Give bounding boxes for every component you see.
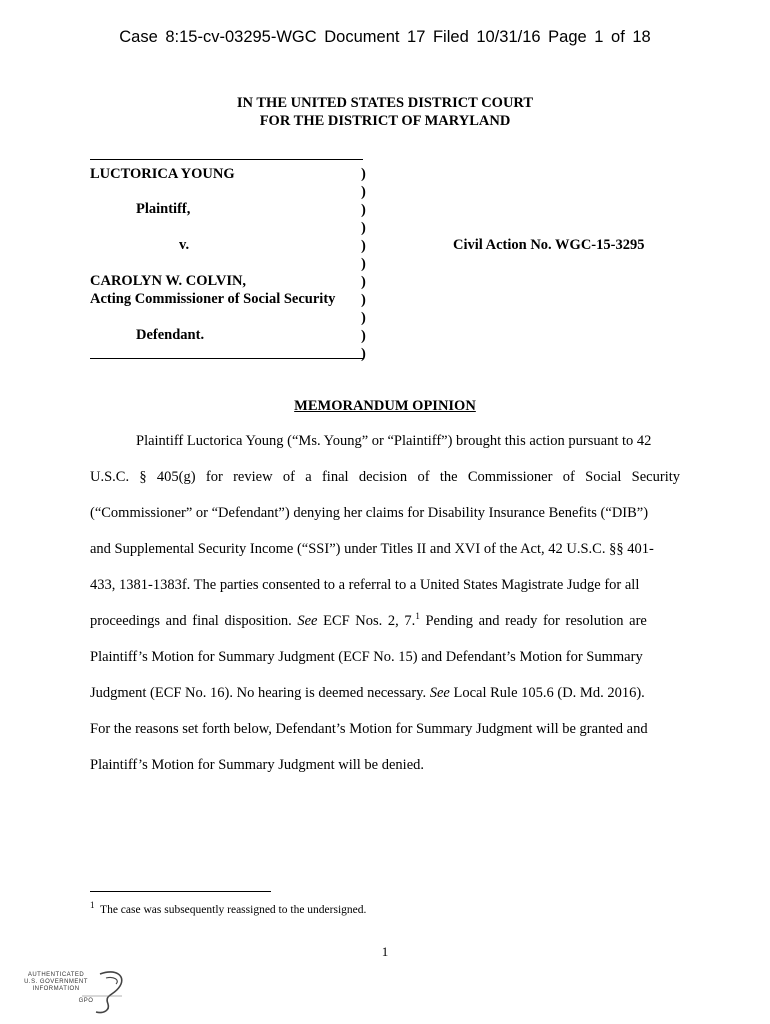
body-line-8: [90, 685, 680, 702]
plaintiff-role: Plaintiff,: [136, 201, 191, 217]
caption-paren: ): [361, 166, 366, 182]
court-district: FOR THE DISTRICT OF MARYLAND: [259, 113, 511, 129]
seal-line-3: INFORMATION: [32, 986, 80, 992]
case-header: Case 8:15-cv-03295-WGC Document 17 Filed 10/31/16 Page 1 of 18: [119, 28, 651, 46]
caption-paren: ): [361, 256, 366, 272]
body-text: ECF Nos. 2, 7.: [323, 613, 416, 629]
signal-see: See: [429, 685, 450, 701]
caption-paren: ): [361, 184, 366, 200]
caption-paren: ): [361, 274, 366, 290]
body-text: Judgment (ECF No. 16). No hearing is deemed necessary.: [90, 685, 427, 701]
defendant-title: Acting Commissioner of Social Security: [90, 291, 336, 307]
footnote-text: The case was subsequently reassigned to the undersigned.: [100, 904, 367, 916]
document-title: MEMORANDUM OPINION: [294, 398, 476, 414]
signal-see: See: [297, 613, 318, 629]
caption-paren: ): [361, 202, 366, 218]
footnote-marker: 1: [90, 900, 95, 911]
body-text: proceedings and final disposition.: [90, 613, 292, 629]
seal-line-1: AUTHENTICATED: [27, 972, 85, 978]
defendant-name: CAROLYN W. COLVIN,: [90, 273, 247, 289]
footnote-ref: 1: [415, 611, 420, 622]
body-line-4: and Supplemental Security Income (“SSI”) under Titles II and XVI of the Act, 42 U.S.C. §§ 401-: [90, 541, 654, 557]
gpo-authentication-seal: [24, 968, 134, 1018]
body-line-2: U.S.C. § 405(g) for review of a final decision of the Commissioner of Social Security: [90, 469, 680, 485]
caption-paren: ): [361, 346, 366, 362]
caption-top-rule: [90, 159, 363, 160]
defendant-role: Defendant.: [136, 327, 205, 343]
body-text: Pending and ready for resolution are: [425, 613, 647, 629]
caption-paren: ): [361, 292, 366, 308]
body-text: Local Rule 105.6 (D. Md. 2016).: [453, 685, 645, 701]
body-line-10: Plaintiff’s Motion for Summary Judgment will be denied.: [90, 757, 425, 773]
caption-bottom-rule: [90, 358, 363, 359]
body-line-1: Plaintiff Luctorica Young (“Ms. Young” or “Plaintiff”) brought this action pursuant to 42: [136, 433, 652, 449]
body-line-6: [90, 613, 680, 630]
seal-line-2: U.S. GOVERNMENT: [24, 979, 88, 985]
caption-paren: ): [361, 310, 366, 326]
caption-paren: ): [361, 328, 366, 344]
footnote-separator: [90, 891, 271, 892]
footnote: [90, 900, 367, 916]
caption-paren: ): [361, 238, 366, 254]
seal-line-4: GPO: [78, 998, 94, 1004]
court-name: IN THE UNITED STATES DISTRICT COURT: [236, 95, 534, 111]
page-number: 1: [381, 944, 389, 959]
civil-action-number: Civil Action No. WGC-15-3295: [453, 237, 645, 253]
plaintiff-name: LUCTORICA YOUNG: [90, 166, 235, 182]
body-line-3: (“Commissioner” or “Defendant”) denying her claims for Disability Insurance Benefits (“DIB”): [90, 505, 649, 521]
caption-paren: ): [361, 220, 366, 236]
body-line-5: 433, 1381-1383f. The parties consented to a referral to a United States Magistrate Judge for all: [90, 577, 640, 593]
eagle-wing-icon: [106, 977, 117, 984]
body-line-9: For the reasons set forth below, Defendant’s Motion for Summary Judgment will be granted and: [90, 721, 648, 737]
versus: v.: [179, 237, 190, 253]
body-line-7: Plaintiff’s Motion for Summary Judgment (ECF No. 15) and Defendant’s Motion for Summary: [90, 649, 643, 665]
